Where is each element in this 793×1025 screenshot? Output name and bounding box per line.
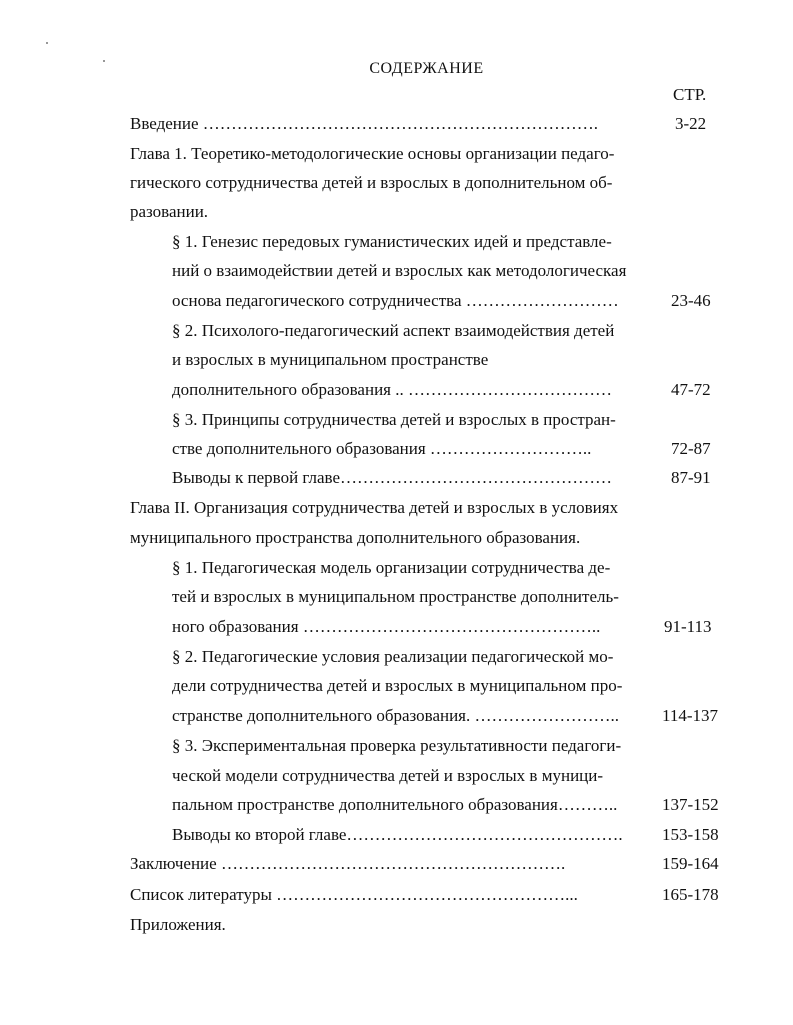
toc-line-chapter2: муниципального пространства дополнительного образования. [130,528,581,547]
toc-entry-appendices: Приложения. [130,915,226,934]
toc-line-conclusions: Выводы к первой главе………………………………………… [172,468,613,487]
page-number: 114-137 [662,706,719,725]
toc-line-section: дополнительного образования .. ……………………………… [172,380,612,399]
toc-line-chapter1: разовании. [130,202,209,221]
toc-entry-introduction: Введение ……………………………………………………………. [130,114,599,133]
toc-line-section: основа педагогического сотрудничества ……………………… [172,291,619,310]
page-number: 137-152 [662,795,719,814]
toc-line-chapter1: гического сотрудничества детей и взрослых в дополнительном об- [130,173,613,192]
toc-line-section: § 2. Психолого-педагогический аспект взаимодействия детей [172,321,615,340]
toc-entry-bibliography: Список литературы ……………………………………………... [130,885,578,904]
page-number: 23-46 [671,291,711,310]
page-column-header: СТР. [673,85,707,104]
page-number: 47-72 [671,380,711,399]
toc-line-section: пальном пространстве дополнительного образования……….. [172,795,618,814]
toc-line-section: § 3. Экспериментальная проверка результативности педагоги- [172,736,622,755]
toc-entry-conclusion: Заключение ……………………………………………………. [130,854,566,873]
toc-line-conclusions: Выводы ко второй главе…………………………………………. [172,825,623,844]
toc-line-section: § 1. Педагогическая модель организации сотрудничества де- [172,558,611,577]
page-number: 87-91 [671,468,711,487]
toc-line-section: § 3. Принципы сотрудничества детей и взрослых в простран- [172,410,616,429]
page-number: 153-158 [662,825,719,844]
toc-line-chapter2: Глава II. Организация сотрудничества детей и взрослых в условиях [130,498,619,517]
toc-line-chapter1: Глава 1. Теоретико-методологические основы организации педаго- [130,144,615,163]
toc-line-section: странстве дополнительного образования. …………………….. [172,706,620,725]
toc-line-section: ного образования …………………………………………….. [172,617,601,636]
toc-line-section: и взрослых в муниципальном пространстве [172,350,489,369]
page-number: 3-22 [675,114,707,133]
toc-line-section: ний о взаимодействии детей и взрослых как методологическая [172,261,627,280]
toc-title: СОДЕРЖАНИЕ [369,60,484,77]
scan-speck [46,42,48,44]
toc-line-section: § 2. Педагогические условия реализации педагогической мо- [172,647,614,666]
toc-line-section: тей и взрослых в муниципальном пространстве дополнитель- [172,587,619,606]
toc-line-section: стве дополнительного образования ……………………….. [172,439,592,458]
page-number: 159-164 [662,854,719,873]
page-number: 72-87 [671,439,711,458]
page-number: 91-113 [664,617,712,636]
toc-line-section: § 1. Генезис передовых гуманистических идей и представле- [172,232,612,251]
page-number: 165-178 [662,885,719,904]
toc-line-section: ческой модели сотрудничества детей и взрослых в муници- [172,766,604,785]
toc-line-section: дели сотрудничества детей и взрослых в муниципальном про- [172,676,623,695]
